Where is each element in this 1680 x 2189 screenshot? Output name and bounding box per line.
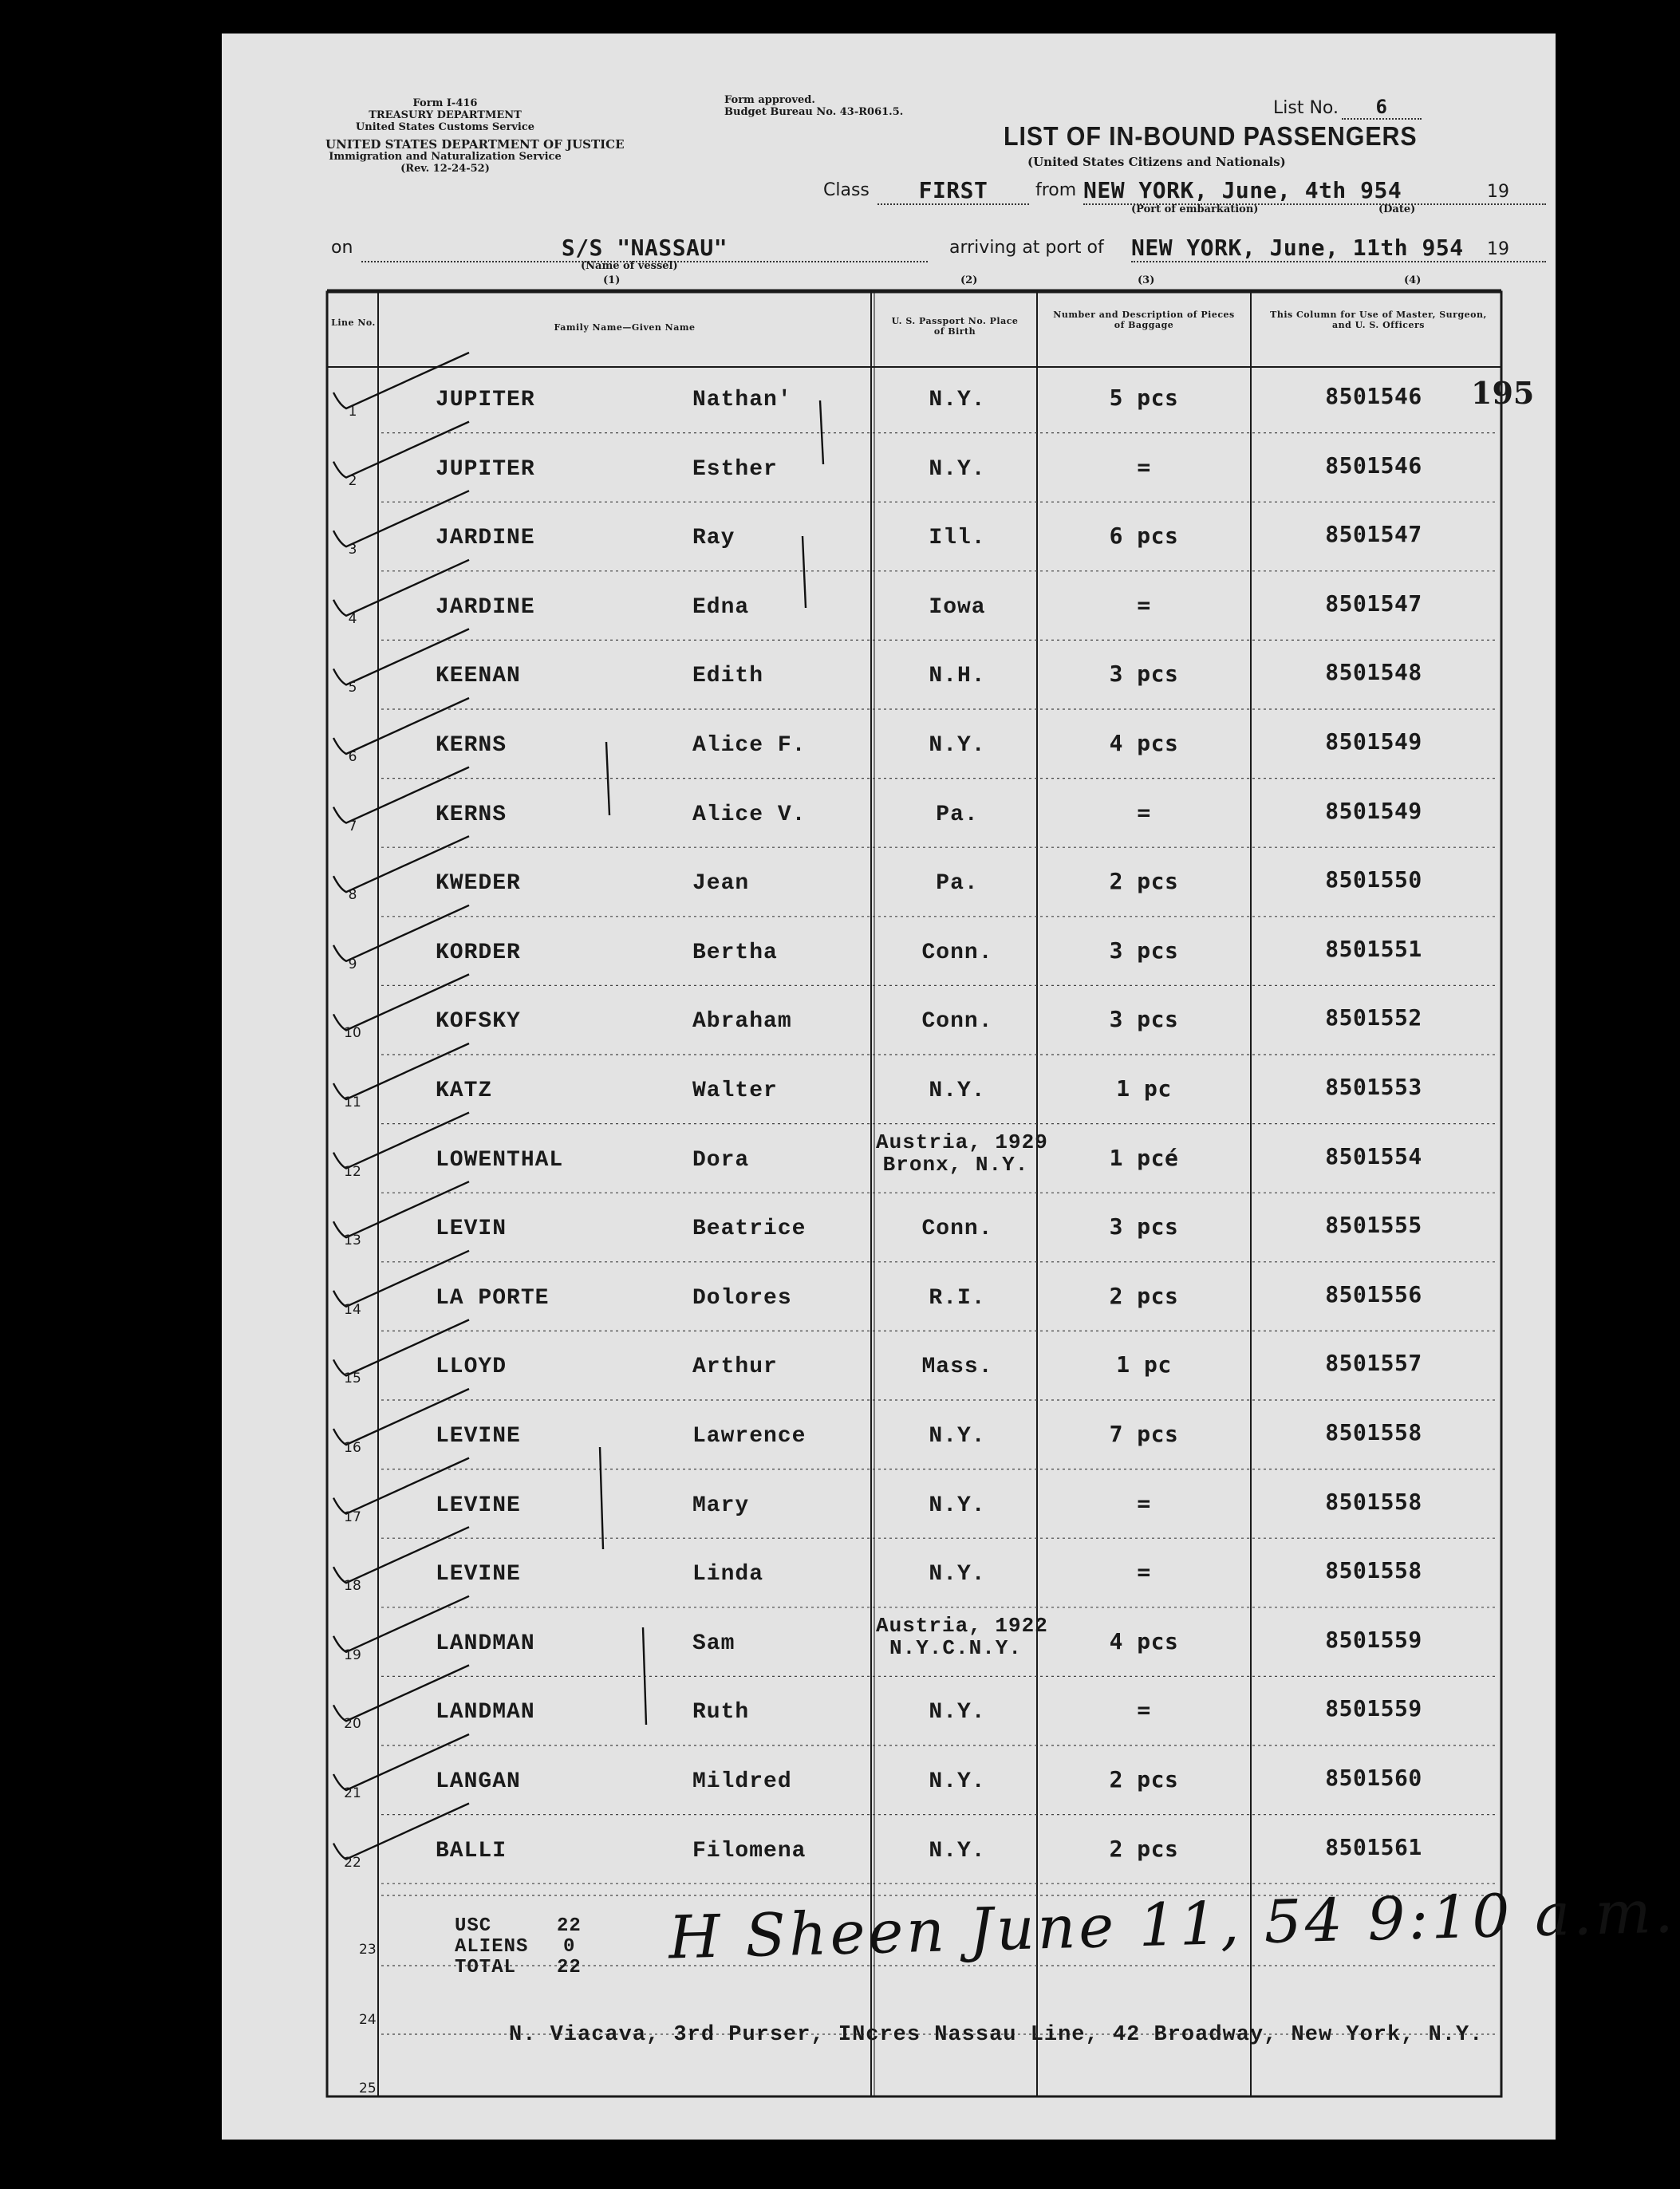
given-name: Walter <box>692 1079 778 1103</box>
line-number: 3 <box>348 542 357 558</box>
baggage-count: 4 pcs <box>1109 1627 1179 1655</box>
line-number: 13 <box>344 1233 361 1249</box>
column-header-passport: U. S. Passport No. Place of Birth <box>891 316 1019 337</box>
family-name: KERNS <box>436 802 507 827</box>
officer-reference-number: 8501555 <box>1325 1212 1422 1239</box>
line-number: 1 <box>348 404 357 420</box>
given-name: Nathan' <box>692 388 792 412</box>
budget-bureau: Budget Bureau No. 43-R061.5. <box>724 106 904 118</box>
page-stamp-number: 195 <box>1471 375 1535 411</box>
baggage-count: 3 pcs <box>1109 661 1179 688</box>
line-number: 5 <box>348 680 357 696</box>
line-number: 2 <box>348 472 357 489</box>
officer-reference-number: 8501559 <box>1325 1695 1422 1722</box>
given-name: Sam <box>692 1631 735 1656</box>
family-name: KORDER <box>436 940 521 965</box>
officer-reference-number: 8501556 <box>1325 1280 1422 1307</box>
total-label: TOTAL <box>455 1957 517 1978</box>
officer-reference-number: 8501547 <box>1325 590 1422 617</box>
given-name: Alice F. <box>692 733 806 758</box>
officer-reference-number: 8501546 <box>1325 452 1422 479</box>
embarkation-value: NEW YORK, June, 4th 954 <box>1083 177 1546 205</box>
place-of-birth: Conn. <box>921 1009 993 1035</box>
date-caption: (Date) <box>1378 203 1416 215</box>
line-number: 16 <box>344 1440 361 1456</box>
document-title: LIST OF IN-BOUND PASSENGERS <box>1004 121 1418 151</box>
baggage-count: 5 pcs <box>1109 385 1179 411</box>
place-of-birth: Austria, 1922 <box>876 1613 1048 1638</box>
family-name: JARDINE <box>436 594 535 620</box>
family-name: KATZ <box>436 1079 493 1103</box>
column-number-1: (1) <box>603 274 621 286</box>
family-name: LLOYD <box>436 1355 507 1380</box>
family-name: JUPITER <box>436 456 535 482</box>
place-of-birth: N.Y. <box>929 733 986 758</box>
family-name: LANDMAN <box>436 1631 535 1656</box>
family-name: LANGAN <box>436 1769 521 1794</box>
place-of-birth-line-2: Bronx, N.Y. <box>882 1152 1029 1177</box>
line-number: 11 <box>344 1094 361 1110</box>
customs-label: United States Customs Service <box>355 121 535 133</box>
baggage-count: = <box>1137 1559 1151 1586</box>
line-number: 21 <box>344 1785 361 1801</box>
given-name: Arthur <box>692 1355 778 1380</box>
place-of-birth: N.Y. <box>929 456 986 482</box>
baggage-count: 6 pcs <box>1109 523 1179 550</box>
baggage-count: = <box>1137 1697 1151 1724</box>
revision-label: (Rev. 12-24-52) <box>400 163 490 175</box>
given-name: Lawrence <box>692 1424 806 1449</box>
officer-reference-number: 8501561 <box>1325 1833 1422 1860</box>
place-of-birth-line-2: N.Y.C.N.Y. <box>889 1635 1023 1660</box>
line-number: 20 <box>344 1716 361 1733</box>
summary-block <box>455 1916 582 1978</box>
place-of-birth: Austria, 1929 <box>876 1130 1048 1154</box>
place-of-birth: Pa. <box>936 871 979 897</box>
usc-value: 22 <box>557 1915 582 1937</box>
column-header-line: Line No. <box>331 318 376 328</box>
officer-reference-number: 8501550 <box>1325 866 1422 893</box>
given-name: Abraham <box>692 1009 792 1035</box>
given-name: Edna <box>692 594 750 620</box>
family-name: KERNS <box>436 733 507 758</box>
aliens-value: 0 <box>563 1936 576 1958</box>
officer-reference-number: 8501549 <box>1325 797 1422 824</box>
column-header-baggage: Number and Description of Pieces of Baggage <box>1053 310 1235 330</box>
line-number: 15 <box>344 1371 361 1387</box>
family-name: KEENAN <box>436 664 521 689</box>
year-prefix-1: 19 <box>1484 182 1512 202</box>
place-of-birth: N.Y. <box>929 1838 986 1864</box>
baggage-count: 1 pc <box>1116 1075 1172 1102</box>
given-name: Ray <box>692 526 735 551</box>
family-name: LEVINE <box>436 1424 521 1449</box>
place-of-birth: N.Y. <box>929 388 986 412</box>
baggage-count: 3 pcs <box>1109 937 1179 964</box>
class-value: FIRST <box>877 177 1029 205</box>
line-number: 22 <box>344 1854 361 1871</box>
baggage-count: 2 pcs <box>1109 1282 1179 1309</box>
line-number: 7 <box>348 818 357 834</box>
line-number: 14 <box>344 1301 361 1318</box>
baggage-count: = <box>1137 591 1151 618</box>
given-name: Bertha <box>692 940 778 965</box>
column-number-2: (2) <box>960 274 978 286</box>
column-number-3: (3) <box>1138 274 1155 286</box>
baggage-count: 7 pcs <box>1109 1421 1179 1447</box>
handwritten-signature-note: H Sheen June 11, 54 9:10 a.m. <box>668 1877 1678 1973</box>
place-of-birth: N.Y. <box>929 1562 986 1588</box>
family-name: LA PORTE <box>436 1285 550 1311</box>
line-number: 4 <box>348 610 357 627</box>
place-of-birth: N.Y. <box>929 1700 986 1726</box>
place-of-birth: N.H. <box>929 664 986 689</box>
officer-reference-number: 8501559 <box>1325 1626 1422 1653</box>
line-number: 12 <box>344 1163 361 1180</box>
usc-label: USC <box>455 1915 492 1937</box>
family-name: LEVIN <box>436 1217 507 1242</box>
form-approved: Form approved. <box>724 94 815 106</box>
place-of-birth: N.Y. <box>929 1079 986 1103</box>
baggage-count: 4 pcs <box>1109 730 1179 756</box>
column-header-name: Family Name—Given Name <box>554 322 696 333</box>
officer-reference-number: 8501560 <box>1325 1765 1422 1791</box>
given-name: Beatrice <box>692 1217 806 1242</box>
place-of-birth: Conn. <box>921 1217 993 1242</box>
ins-label: Immigration and Naturalization Service <box>329 151 562 163</box>
officer-reference-number: 8501552 <box>1325 1004 1422 1031</box>
place-of-birth: Ill. <box>929 526 986 551</box>
on-label: on <box>331 238 353 258</box>
column-number-4: (4) <box>1404 274 1422 286</box>
given-name: Jean <box>692 871 750 897</box>
list-no-value: 6 <box>1342 96 1422 120</box>
baggage-count: 2 pcs <box>1109 1835 1179 1862</box>
family-name: LANDMAN <box>436 1700 535 1726</box>
form-number: Form I-416 <box>412 97 478 109</box>
line-number: 6 <box>348 749 357 765</box>
family-name: LEVINE <box>436 1493 521 1518</box>
place-of-birth: N.Y. <box>929 1769 986 1794</box>
family-name: KWEDER <box>436 871 521 897</box>
line-number: 19 <box>344 1647 361 1663</box>
given-name: Mildred <box>692 1769 792 1794</box>
given-name: Alice V. <box>692 802 806 827</box>
line-number: 17 <box>344 1509 361 1525</box>
arriving-label: arriving at port of <box>949 238 1104 258</box>
place-of-birth: Mass. <box>921 1355 993 1380</box>
from-label: from <box>1035 180 1077 200</box>
family-name: LEVINE <box>436 1562 521 1588</box>
given-name: Mary <box>692 1493 750 1518</box>
place-of-birth: Iowa <box>929 594 986 620</box>
baggage-count: 2 pcs <box>1109 868 1179 895</box>
total-value: 22 <box>557 1957 582 1978</box>
baggage-count: = <box>1137 799 1151 826</box>
officer-reference-number: 8501549 <box>1325 728 1422 755</box>
pencil-tick <box>803 536 806 608</box>
officer-reference-number: 8501546 <box>1325 383 1422 409</box>
family-name: KOFSKY <box>436 1009 521 1035</box>
line-number: 18 <box>344 1578 361 1595</box>
given-name: Filomena <box>692 1838 806 1864</box>
baggage-count: = <box>1137 1489 1151 1517</box>
place-of-birth: Pa. <box>936 802 979 827</box>
officer-reference-number: 8501558 <box>1325 1488 1422 1515</box>
family-name: JARDINE <box>436 526 535 551</box>
baggage-count: 3 pcs <box>1109 1213 1179 1240</box>
line-number: 8 <box>348 887 357 904</box>
document-subtitle: (United States Citizens and Nationals) <box>1027 155 1286 169</box>
given-name: Esther <box>692 456 778 482</box>
vessel-name: S/S "NASSAU" <box>361 235 928 262</box>
officer-reference-number: 8501551 <box>1325 935 1422 962</box>
baggage-count: 1 pc <box>1116 1351 1172 1378</box>
officer-reference-number: 8501554 <box>1325 1142 1422 1169</box>
line-number: 23 <box>359 1942 377 1958</box>
pencil-tick <box>600 1447 603 1549</box>
officer-reference-number: 8501548 <box>1325 659 1422 686</box>
given-name: Ruth <box>692 1700 750 1726</box>
list-no-label: List No. <box>1273 98 1339 118</box>
line-number: 10 <box>344 1025 361 1042</box>
justice-label: UNITED STATES DEPARTMENT OF JUSTICE <box>325 137 625 152</box>
baggage-count: 2 pcs <box>1109 1766 1179 1793</box>
column-header-officers: This Column for Use of Master, Surgeon, and U. S. Officers <box>1270 310 1487 330</box>
place-of-birth: R.I. <box>929 1285 986 1311</box>
officer-reference-number: 8501547 <box>1325 521 1422 548</box>
place-of-birth: N.Y. <box>929 1424 986 1449</box>
baggage-count: = <box>1137 453 1151 480</box>
place-of-birth: Conn. <box>921 940 993 965</box>
aliens-label: ALIENS <box>455 1936 529 1958</box>
baggage-count: 1 pcé <box>1109 1144 1179 1171</box>
officer-reference-number: 8501557 <box>1325 1350 1422 1377</box>
given-name: Edith <box>692 664 764 689</box>
line-number: 25 <box>359 2081 377 2096</box>
year-prefix-2: 19 <box>1484 239 1512 259</box>
line-number: 9 <box>348 956 357 972</box>
given-name: Dolores <box>692 1285 792 1311</box>
baggage-count: 3 pcs <box>1109 1006 1179 1033</box>
officer-reference-number: 8501553 <box>1325 1074 1422 1100</box>
vessel-caption: (Name of vessel) <box>581 260 678 272</box>
officer-reference-number: 8501558 <box>1325 1419 1422 1446</box>
line-number: 24 <box>359 2012 377 2028</box>
treasury-label: TREASURY DEPARTMENT <box>369 109 522 121</box>
given-name: Dora <box>692 1147 750 1173</box>
arrival-port-value: NEW YORK, June, 11th 954 <box>1131 235 1546 262</box>
family-name: BALLI <box>436 1838 507 1864</box>
given-name: Linda <box>692 1562 764 1588</box>
port-embarkation-caption: (Port of embarkation) <box>1131 203 1259 215</box>
class-label: Class <box>823 180 870 200</box>
purser-signature-line: N. Viacava, 3rd Purser, INcres Nassau Line, 42 Broadway, New York, N.Y. <box>509 2023 1484 2047</box>
officer-reference-number: 8501558 <box>1325 1557 1422 1584</box>
passenger-list-document <box>222 34 1678 2140</box>
family-name: JUPITER <box>436 388 535 412</box>
family-name: LOWENTHAL <box>436 1147 564 1173</box>
place-of-birth: N.Y. <box>929 1493 986 1518</box>
